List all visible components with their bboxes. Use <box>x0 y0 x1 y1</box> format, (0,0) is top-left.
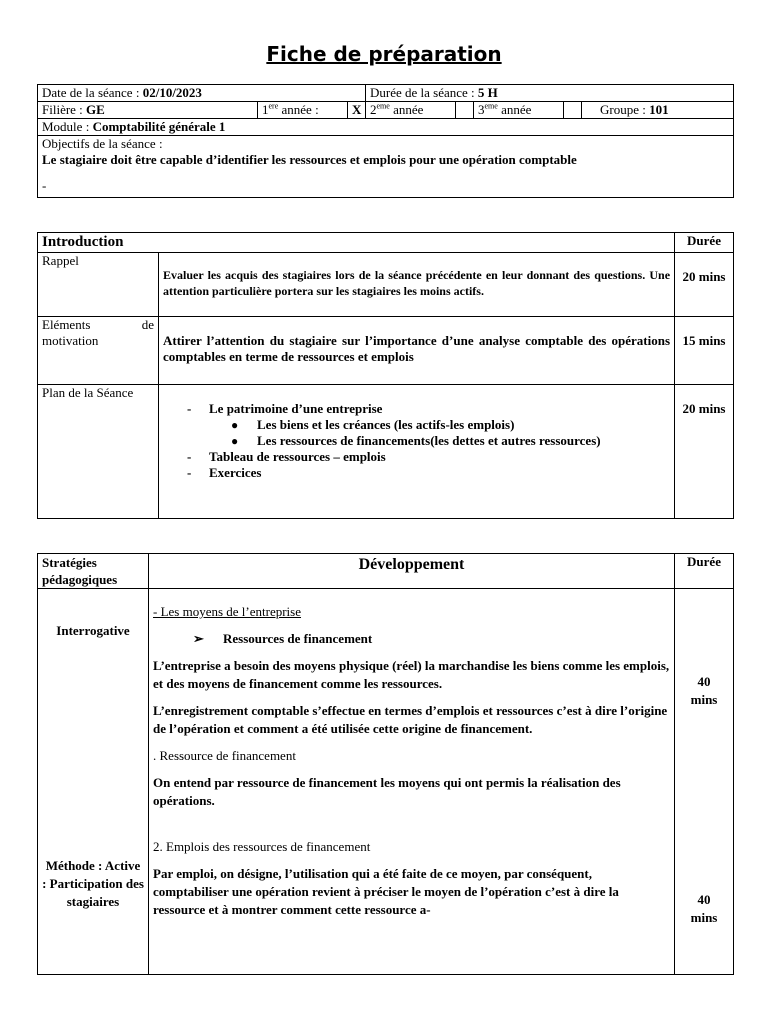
objectifs-cell <box>38 136 734 198</box>
strat-heading: Stratégies pédagogiques <box>38 554 149 589</box>
page-title: Fiche de préparation <box>266 42 502 66</box>
paragraph: L’entreprise a besoin des moyens physique (réel) la marchandise les biens comme les emplois, et des moyens de financement comme les ressources. <box>153 658 670 691</box>
module-value: Comptabilité générale 1 <box>92 119 226 134</box>
paragraph: Par emploi, on désigne, l’utilisation qui a été faite de ce moyen, par conséquent, comptabiliser une opération revient à préciser le moyen de l’opération c’est à dire la ressource et à montrer comment cette ressource a- <box>153 866 619 917</box>
dev-content <box>149 589 675 975</box>
section-title: - Les moyens de l’entreprise <box>153 604 302 619</box>
rappel-label: Rappel <box>38 253 159 317</box>
intro-heading: Introduction <box>38 233 675 253</box>
rappel-duree: 20 mins <box>675 253 734 317</box>
duree-value: 5 H <box>477 85 498 100</box>
module-cell: Module : Comptabilité générale 1 <box>38 119 734 136</box>
plan-label: Plan de la Séance <box>38 385 159 519</box>
dev-table <box>37 553 734 975</box>
strat-interrogative: Interrogative <box>56 623 130 638</box>
arrow-item: ➢ Ressources de financement <box>193 631 373 646</box>
intro-table <box>37 232 734 519</box>
dev-duree-2: 40 mins <box>690 892 718 925</box>
groupe-value: 101 <box>649 102 669 117</box>
groupe-cell: Groupe : 101 <box>582 102 734 119</box>
motivation-duree: 15 mins <box>675 317 734 385</box>
objectifs-dash: - <box>42 178 47 193</box>
paragraph: On entend par ressource de financement les moyens qui ont permis la réalisation des opérations. <box>153 775 621 808</box>
dev-duree-heading: Durée <box>675 554 734 589</box>
filiere-cell: Filière : GE <box>38 102 258 119</box>
strat-cell <box>38 589 149 975</box>
objectifs-label: Objectifs de la séance : <box>42 136 163 151</box>
dev-duree-1: 40 mins <box>690 674 718 707</box>
filiere-value: GE <box>86 102 105 117</box>
plan-duree: 20 mins <box>675 385 734 519</box>
intro-duree-heading: Durée <box>675 233 734 253</box>
date-value: 02/10/2023 <box>142 85 202 100</box>
annee2-checkbox[interactable] <box>456 102 474 119</box>
plan-item: - Exercices <box>187 465 262 480</box>
date-cell: Date de la séance : 02/10/2023 <box>38 85 366 102</box>
subsection-title: 2. Emplois des ressources de financement <box>153 839 371 854</box>
dev-duree-cell <box>675 589 734 975</box>
header-table <box>37 84 734 198</box>
motivation-label: Eléments de motivation <box>38 317 159 385</box>
dev-heading: Développement <box>149 554 675 589</box>
rappel-text: Evaluer les acquis des stagiaires lors de la séance précédente en leur donnant des questions. Une attention particulière portera sur les stagiaires les moins actifs. <box>159 253 675 317</box>
annee2-cell: 2eme année <box>366 102 456 119</box>
strat-methode: Méthode : Active : Participation des stagiaires <box>42 858 144 909</box>
objectifs-text: Le stagiaire doit être capable d’identifier les ressources et emplois pour une opération comptable <box>42 152 577 167</box>
annee3-checkbox[interactable] <box>564 102 582 119</box>
plan-subitem: ● Les biens et les créances (les actifs-les emplois) <box>231 417 515 432</box>
plan-content <box>159 385 675 519</box>
plan-item: - Le patrimoine d’une entreprise <box>187 401 383 416</box>
paragraph: L’enregistrement comptable s’effectue en termes d’emplois et ressources c’est à dire l’origine de l’opération et comment a été utilisée cette origine de financement. <box>153 703 668 736</box>
annee3-cell: 3eme année <box>474 102 564 119</box>
annee1-checkbox[interactable]: X <box>348 102 366 119</box>
subsection-title: . Ressource de financement <box>153 748 296 763</box>
duree-cell: Durée de la séance : 5 H <box>366 85 734 102</box>
plan-item: - Tableau de ressources – emplois <box>187 449 386 464</box>
plan-subitem: ● Les ressources de financements(les dettes et autres ressources) <box>231 433 601 448</box>
motivation-text: Attirer l’attention du stagiaire sur l’importance d’une analyse comptable des opérations comptables en terme de ressources et emplois <box>159 317 675 385</box>
annee1-cell: 1ere année : <box>258 102 348 119</box>
